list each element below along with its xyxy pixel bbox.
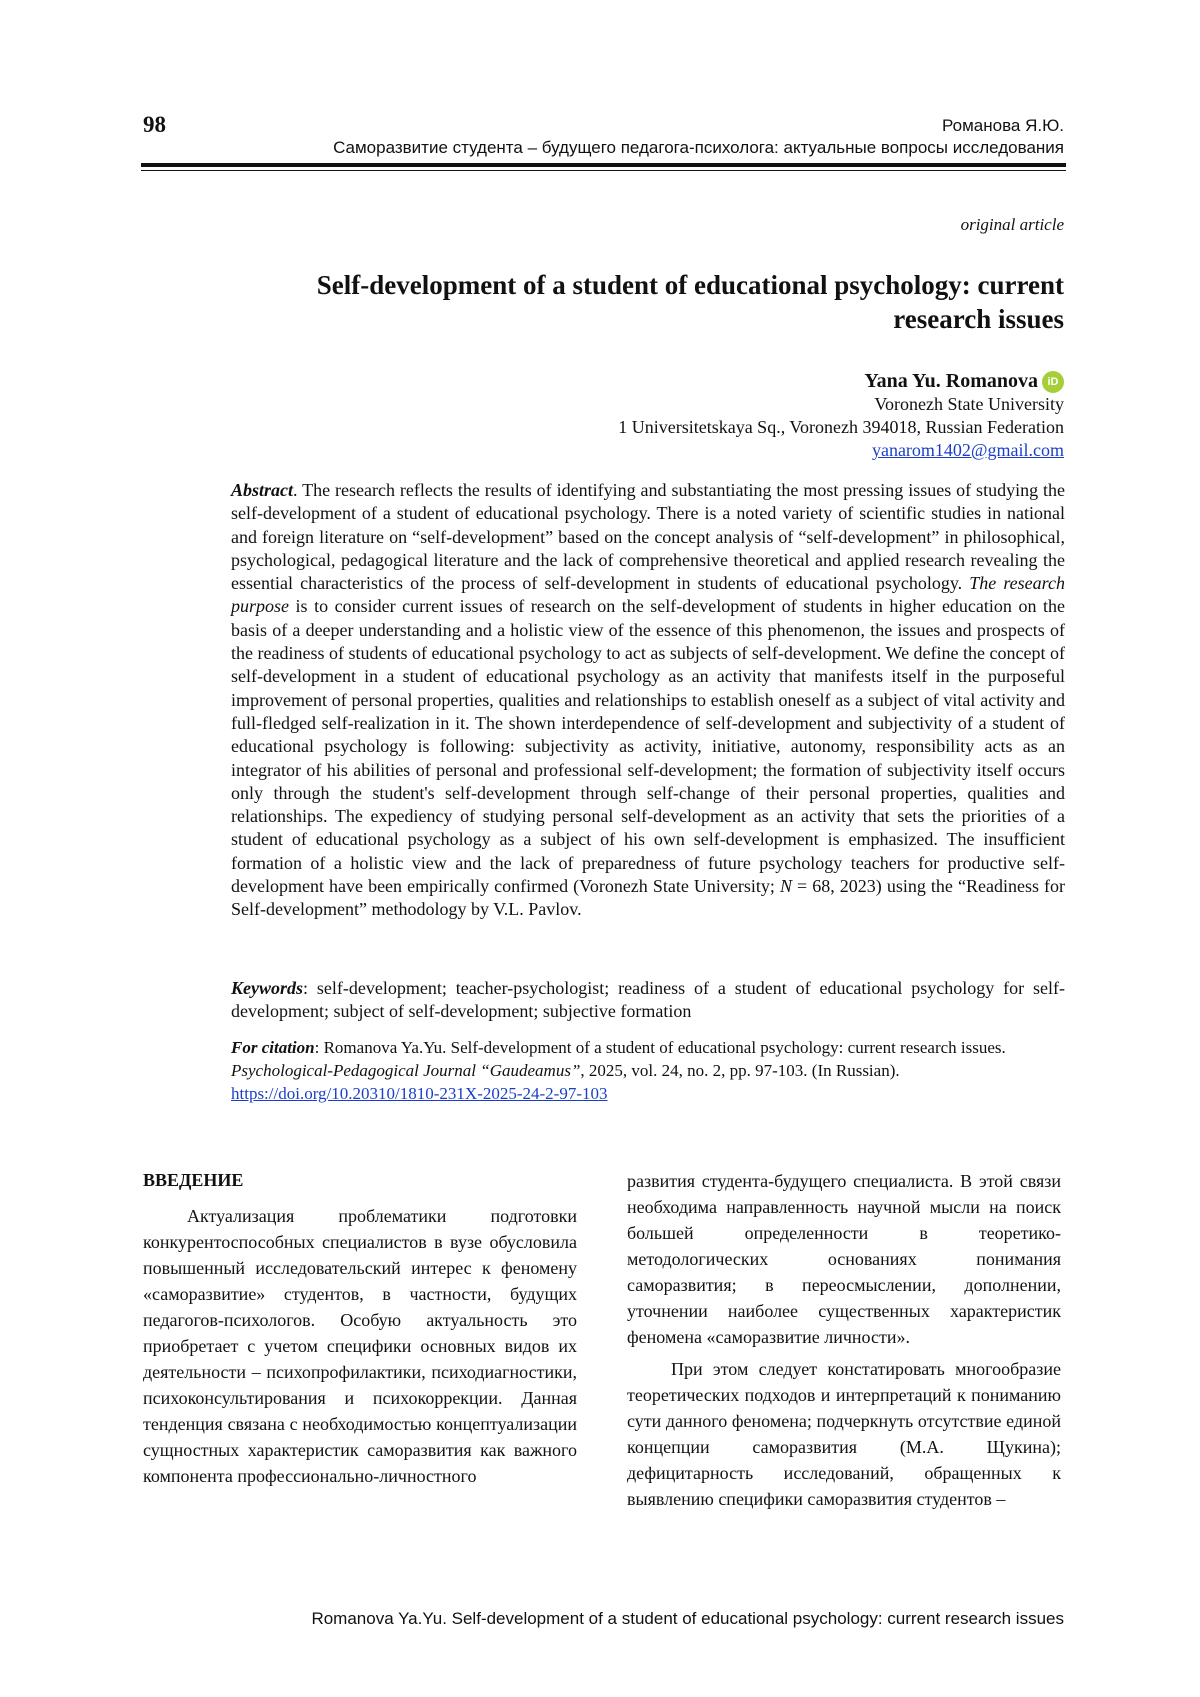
- author-name: Yana Yu. Romanova: [864, 370, 1038, 392]
- running-header-title: Саморазвитие студента – будущего педагога-психолога: актуальные вопросы исследования: [333, 138, 1064, 157]
- abstract-n-label: N: [779, 876, 792, 897]
- author-address: 1 Universitetskaya Sq., Voronezh 394018, Russian Federation: [618, 417, 1064, 437]
- body-paragraph: развития студента-будущего специалиста. В этой связи необходима направленность научной мысли на поиск большей определенности в теоретико-методологических основаниях понимания саморазвития; в переосмыслении, дополнении, уточнении наиболее существенных характеристик феномена «саморазвитие личности».: [627, 1171, 1061, 1347]
- abstract-text: = 68, 2023) using the “Readiness for Self-development” methodology by V.L. Pavlov.: [231, 876, 1065, 920]
- header-divider-thin: [141, 170, 1066, 171]
- body-paragraph: При этом следует констатировать многообразие теоретических подходов и интерпретаций к пониманию сути данного феномена; подчеркнуть отсутствие единой концепции саморазвития (М.А. Щукина); дефицитарность исследований, обращенных к выявлению специфики саморазвития студентов –: [627, 1359, 1061, 1509]
- citation-text: , 2025, vol. 24, no. 2, pp. 97-103. (In Russian).: [580, 1061, 900, 1080]
- keywords-text: : self-development; teacher-psychologist; readiness of a student of educational psychology for self-development; subject of self-development; subjective formation: [231, 978, 1065, 1021]
- doi-link[interactable]: https://doi.org/10.20310/1810-231X-2025-24-2-97-103: [231, 1084, 608, 1103]
- author-affiliation: Voronezh State University: [874, 394, 1064, 414]
- citation-label: For citation: [231, 1038, 315, 1057]
- article-type: original article: [960, 215, 1064, 234]
- keywords-label: Keywords: [231, 978, 303, 998]
- author-block: [364, 370, 1064, 462]
- body-paragraph: Актуализация проблематики подготовки конкурентоспособных специалистов в вузе обусловила повышенный исследовательский интерес к феномену «саморазвитие» студентов, в частности, будущих педагогов-психологов. Особую актуальность это приобретает с учетом специфики основных видов их деятельности – психопрофилактики, психодиагностики, психоконсультирования и психокоррекции. Данная тенденция связана с необходимостью концептуализации сущностных характеристик саморазвития как важного компонента профессионально-личностного: [143, 1206, 577, 1486]
- abstract-text: is to consider current issues of research on the self-development of students in higher education on the basis of a deeper understanding and a holistic view of the essence of this phenomenon, the issues and prospects of the readiness of students of educational psychology to act as subjects of self-development. We define the concept of self-development in a student of educational psychology as an activity that manifests itself in the purposeful improvement of personal properties, qualities and relationships to establish oneself as a subject of vital activity and full-fledged self-realization in it. The shown interdependence of self-development and subjectivity of a student of educational psychology is following: subjectivity as activity, initiative, autonomy, responsibility acts as an integrator of his abilities of personal and professional self-development; the formation of subjectivity itself occurs only through the student's self-development through self-change of their personal properties, qualities and relationships. The expediency of studying personal self-development as an activity that sets the priorities of a student of educational psychology as a subject of his own self-development is emphasized. The insufficient formation of a holistic view and the lack of preparedness of future psychology teachers for productive self-development have been empirically confirmed (Voronezh State University;: [231, 596, 1065, 897]
- abstract-text: . The research reflects the results of identifying and substantiating the most pressing issues of studying the self-development of a student of educational psychology. There is a noted variety of scientific studies in national and foreign literature on “self-development” based on the concept analysis of “self-development” in philosophical, psychological, pedagogical literature and the lack of comprehensive theoretical and applied research revealing the essential characteristics of the process of self-development in students of educational psychology.: [231, 480, 1065, 594]
- keywords: [231, 977, 1065, 1023]
- abstract: [231, 479, 1065, 922]
- running-header-author: Романова Я.Ю.: [942, 116, 1064, 135]
- author-email-link[interactable]: yanarom1402@gmail.com: [871, 440, 1064, 460]
- section-heading: ВВЕДЕНИЕ: [143, 1170, 244, 1190]
- orcid-icon[interactable]: iD: [1042, 371, 1064, 393]
- page-number: 98: [143, 112, 166, 137]
- body-column-left: [143, 1170, 577, 1489]
- citation-text: : Romanova Ya.Yu. Self-development of a student of educational psychology: current research issues.: [314, 1038, 1006, 1057]
- body-column-right: [627, 1168, 1061, 1512]
- header-divider: [141, 163, 1066, 167]
- citation: [231, 1036, 1065, 1105]
- citation-journal: Psychological-Pedagogical Journal “Gaudeamus”: [231, 1061, 581, 1080]
- abstract-purpose-label: The research purpose: [231, 573, 1065, 617]
- article-title: Self-development of a student of educational psychology: current research issues: [316, 270, 1064, 334]
- abstract-label: Abstract: [231, 480, 294, 500]
- running-footer: Romanova Ya.Yu. Self-development of a student of educational psychology: current research issues: [311, 1609, 1064, 1628]
